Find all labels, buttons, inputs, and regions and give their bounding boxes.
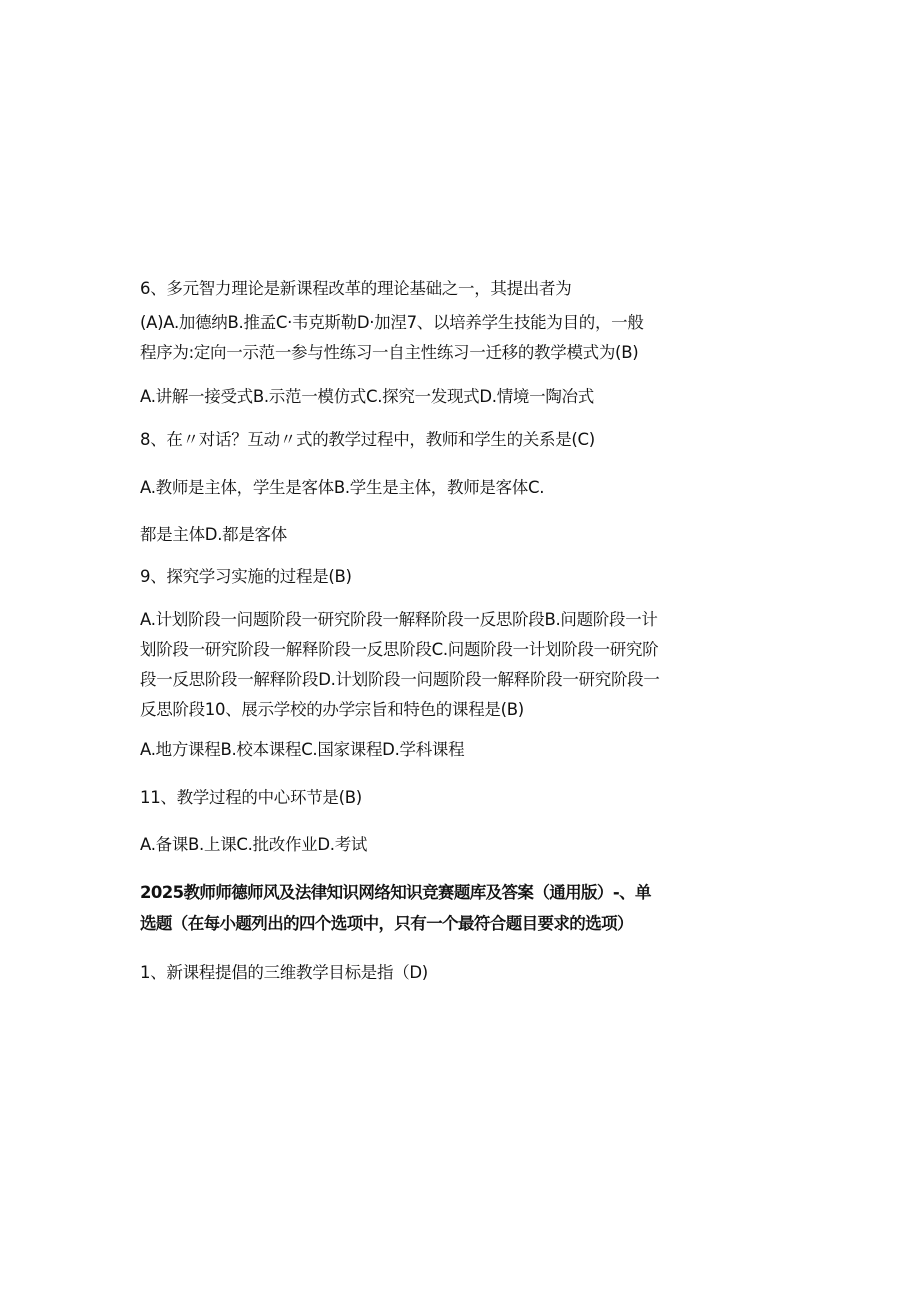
question-10-options: A.地方课程B.校本课程C.国家课程D.学科课程 <box>140 740 465 759</box>
question-6-stem: 6、多元智力理论是新课程改革的理论基础之一，其提出者为 <box>140 279 572 298</box>
question-11-stem: 11、教学过程的中心环节是(B) <box>140 788 362 807</box>
question-9-options-question-10-stem: 反思阶段10、展示学校的办学宗旨和特色的课程是(B) <box>140 700 524 719</box>
section-heading-line-1: 2025教师师德师风及法律知识网络知识竞赛题库及答案（通用版）-、单 <box>140 883 651 902</box>
question-6-options-question-7-stem: (A)A.加德纳B.推孟C·韦克斯勒D·加涅7、以培养学生技能为目的，一般 <box>140 313 644 332</box>
question-9-options-line-2: 划阶段一研究阶段一解释阶段一反思阶段C.问题阶段一计划阶段一研究阶 <box>140 640 659 659</box>
question-1-stem: 1、新课程提倡的三维教学目标是指（D) <box>140 963 428 982</box>
question-7-stem-continued: 程序为:定向一示范一参与性练习一自主性练习一迁移的教学模式为(B) <box>140 343 639 362</box>
question-8-options-continued: 都是主体D.都是客体 <box>140 525 287 544</box>
question-9-options-line-3: 段一反思阶段一解释阶段D.计划阶段一问题阶段一解释阶段一研究阶段一 <box>140 670 660 689</box>
question-11-options: A.备课B.上课C.批改作业D.考试 <box>140 835 368 854</box>
question-7-options: A.讲解一接受式B.示范一模仿式C.探究一发现式D.情境一陶冶式 <box>140 387 594 406</box>
section-heading-line-2: 选题（在每小题列出的四个选项中，只有一个最符合题目要求的选项） <box>140 914 633 933</box>
question-8-options: A.教师是主体，学生是客体B.学生是主体，教师是客体C. <box>140 478 545 497</box>
question-9-options-line-1: A.计划阶段一问题阶段一研究阶段一解释阶段一反思阶段B.问题阶段一计 <box>140 610 658 629</box>
question-8-stem: 8、在〃对话？互动〃式的教学过程中，教师和学生的关系是(C) <box>140 430 595 449</box>
question-9-stem: 9、探究学习实施的过程是(B) <box>140 567 352 586</box>
